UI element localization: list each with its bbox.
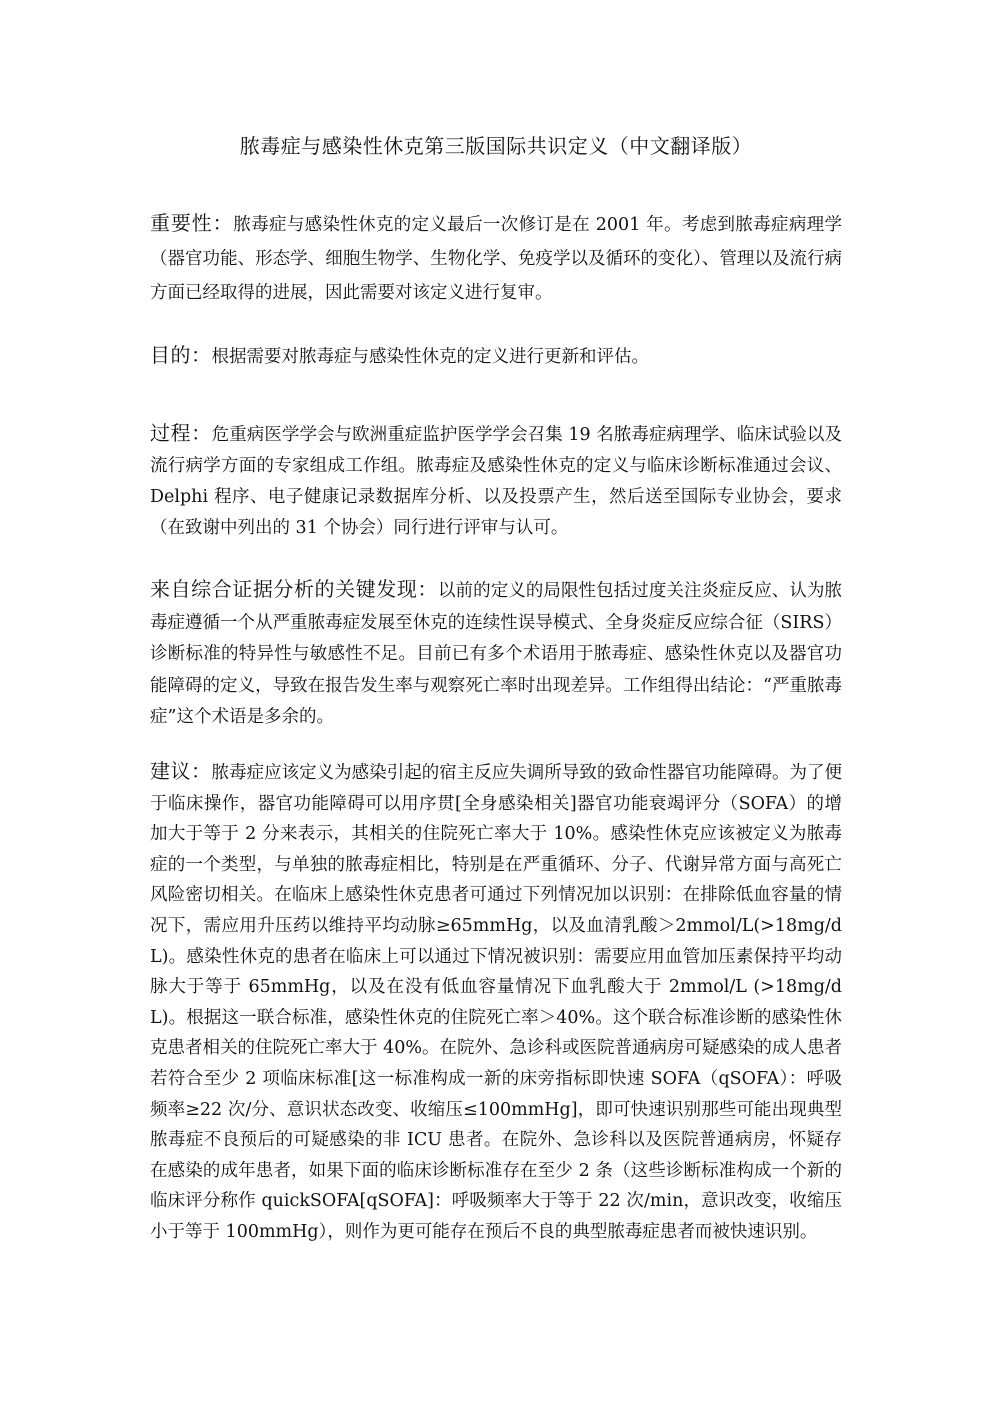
section-importance [150, 206, 842, 310]
section-heading-purpose: 目的： [150, 343, 212, 367]
section-heading-importance: 重要性： [150, 211, 234, 235]
section-body-purpose: 根据需要对脓毒症与感染性休克的定义进行更新和评估。 [211, 347, 649, 367]
section-heading-process: 过程： [150, 421, 212, 445]
document-title: 脓毒症与感染性休克第三版国际共识定义（中文翻译版） [239, 134, 753, 158]
section-key-findings [150, 574, 842, 734]
section-body-process: 危重病医学学会与欧洲重症监护医学学会召集 19 名脓毒症病理学、临床试验以及流行病学方面的专家组成工作组。脓毒症及感染性休克的定义与临床诊断标准通过会议、Delphi 程序、电子健康记录数据库分析、以及投票产生，然后送至国际专业协会，要求（在致谢中列出的 31 个协会）同行进行评审与认可。 [150, 425, 842, 538]
section-body-importance: 脓毒症与感染性休克的定义最后一次修订是在 2001 年。考虑到脓毒症病理学（器官功能、形态学、细胞生物学、生物化学、免疫学以及循环的变化）、管理以及流行病方面已经取得的进展，因此需要对该定义进行复审。 [150, 215, 843, 303]
section-heading-key-findings: 来自综合证据分析的关键发现： [150, 577, 438, 601]
section-recommendations [150, 756, 842, 1248]
section-heading-recommendations: 建议： [150, 759, 212, 783]
section-process [150, 418, 842, 544]
section-body-key-findings: 以前的定义的局限性包括过度关注炎症反应、认为脓毒症遵循一个从严重脓毒症发展至休克的连续性误导模式、全身炎症反应综合征（SIRS）诊断标准的特异性与敏感性不足。目前已有多个术语用于脓毒症、感染性休克以及器官功能障碍的定义，导致在报告发生率与观察死亡率时出现差异。工作组得出结论：“严重脓毒症”这个术语是多余的。 [150, 581, 843, 727]
section-body-recommendations: 脓毒症应该定义为感染引起的宿主反应失调所导致的致命性器官功能障碍。为了便于临床操作，器官功能障碍可以用序贯[全身感染相关]器官功能衰竭评分（SOFA）的增加大于等于 2 分来表示，其相关的住院死亡率大于 10%。感染性休克应该被定义为脓毒症的一个类型，与单独的脓毒症相比，特别是在严重循环、分子、代谢异常方面与高死亡风险密切相关。在临床上感染性休克患者可通过下列情况加以识别：在排除低血容量的情况下，需应用升压药以维持平均动脉≥65mmHg，以及血清乳酸＞2mmol/L(>18mg/dL)。感染性休克的患者在临床上可以通过下情况被识别：需要应用血管加压素保持平均动脉大于等于 65mmHg，以及在没有低血容量情况下血乳酸大于 2mmol/L (>18mg/dL)。根据这一联合标准，感染性休克的住院死亡率＞40%。这个联合标准诊断的感染性休克患者相关的住院死亡率大于 40%。在院外、急诊科或医院普通病房可疑感染的成人患者若符合至少 2 项临床标准[这一标准构成一新的床旁指标即快速 SOFA（qSOFA）：呼吸频率≥22 次/分、意识状态改变、收缩压≤100mmHg]，即可快速识别那些可能出现典型脓毒症不良预后的可疑感染的非 ICU 患者。在院外、急诊科以及医院普通病房，怀疑存在感染的成年患者，如果下面的临床诊断标准存在至少 2 条（这些诊断标准构成一个新的临床评分称作 quickSOFA[qSOFA]：呼吸频率大于等于 22 次/min，意识改变，收缩压小于等于 100mmHg），则作为更可能存在预后不良的典型脓毒症患者而被快速识别。 [150, 763, 843, 1242]
section-purpose [150, 340, 842, 373]
